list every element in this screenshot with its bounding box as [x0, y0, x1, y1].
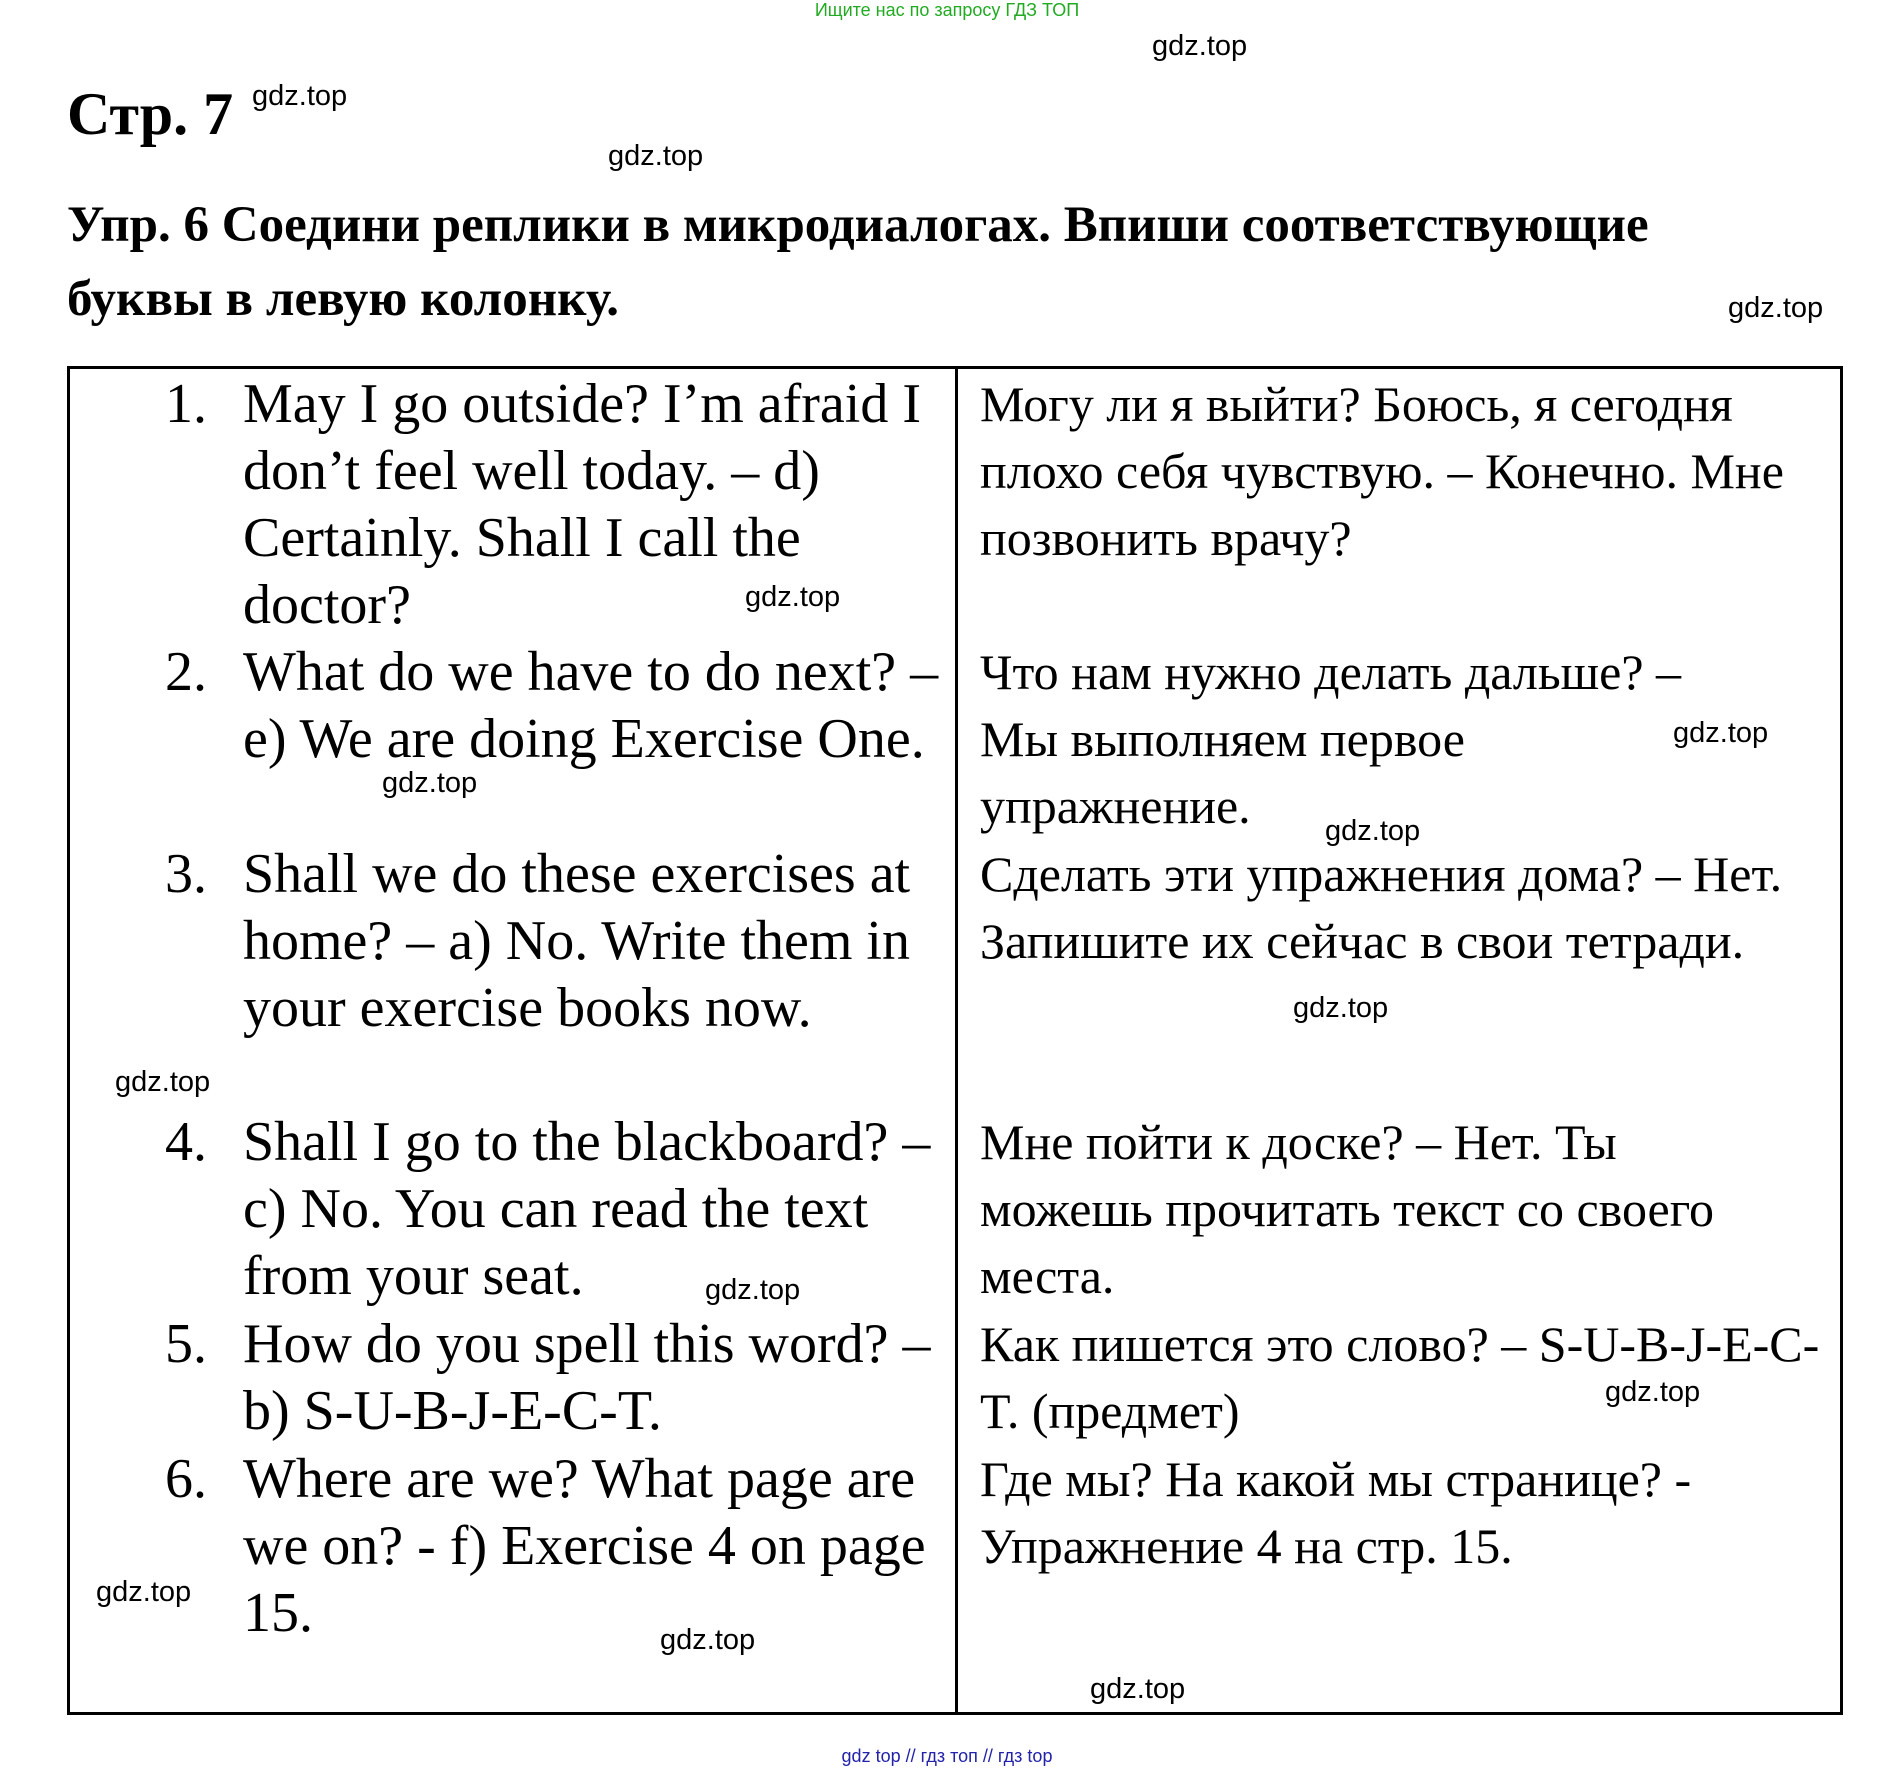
watermark: gdz.top — [96, 1576, 192, 1608]
english-dialogue: What do we have to do next? – e) We are doing Exercise One. — [243, 641, 939, 770]
item-number: 3. — [165, 843, 207, 905]
russian-translation: Что нам нужно делать дальше? – Мы выполняем первое упражнение. — [980, 644, 1682, 834]
russian-translation: Могу ли я выйти? Боюсь, я сегодня плохо себя чувствую. – Конечно. Мне позвонить врачу? — [980, 376, 1784, 566]
russian-translation: Сделать эти упражнения дома? – Нет. Запишите их сейчас в свои тетради. — [980, 846, 1783, 969]
watermark: gdz.top — [745, 581, 841, 613]
bottom-banner: gdz top // гдз топ // гдз top — [841, 1746, 1053, 1766]
watermark: gdz.top — [1325, 815, 1421, 847]
item-number: 6. — [165, 1448, 207, 1510]
watermark: gdz.top — [660, 1624, 756, 1656]
page-title: Стр. 7 — [67, 81, 234, 147]
russian-translation: Как пишется это слово? – S-U-B-J-E-C-T. (предмет) — [980, 1316, 1820, 1439]
item-number: 4. — [165, 1111, 207, 1173]
watermark: gdz.top — [1673, 717, 1769, 749]
english-dialogue: How do you spell this word? – b) S-U-B-J-E-C-T. — [243, 1313, 931, 1442]
watermark: gdz.top — [1090, 1673, 1186, 1705]
watermark: gdz.top — [115, 1066, 211, 1098]
item-number: 1. — [165, 373, 207, 435]
english-dialogue: May I go outside? I’m afraid I don’t feel well today. – d) Certainly. Shall I call the doctor? — [243, 373, 921, 636]
exercise-title: Упр. 6 Соедини реплики в микродиалогах. Впиши соответствующие буквы в левую колонку. — [67, 197, 1649, 327]
english-dialogue: Shall we do these exercises at home? – a) No. Write them in your exercise books now. — [243, 843, 911, 1039]
russian-translation: Мне пойти к доске? – Нет. Ты можешь прочитать текст со своего места. — [980, 1114, 1715, 1304]
russian-translation: Где мы? На какой мы странице? - Упражнение 4 на стр. 15. — [980, 1451, 1692, 1574]
english-dialogue: Where are we? What page are we on? - f) Exercise 4 on page 15. — [243, 1448, 926, 1644]
answer-table — [67, 366, 1843, 1715]
watermark: gdz.top — [705, 1274, 801, 1306]
watermark: gdz.top — [252, 80, 348, 112]
watermark: gdz.top — [1152, 30, 1248, 62]
watermark: gdz.top — [1605, 1376, 1701, 1408]
watermark: gdz.top — [382, 767, 478, 799]
watermark: gdz.top — [1728, 292, 1824, 324]
item-number: 2. — [165, 641, 207, 703]
item-number: 5. — [165, 1313, 207, 1375]
english-dialogue: Shall I go to the blackboard? – c) No. You can read the text from your seat. — [243, 1111, 931, 1307]
column-divider — [955, 369, 958, 1712]
watermark: gdz.top — [1293, 992, 1389, 1024]
top-banner: Ищите нас по запросу ГДЗ ТОП — [814, 0, 1080, 20]
watermark: gdz.top — [608, 140, 704, 172]
